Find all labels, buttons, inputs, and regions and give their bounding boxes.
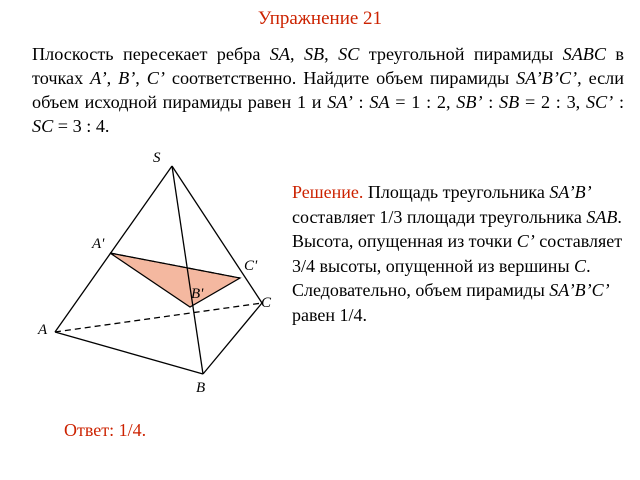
label-b: B (196, 380, 206, 396)
problem-statement: Плоскость пересекает ребра SA, SB, SC треугольной пирамиды SABC в точках A’, B’, C’ соответственно. Найдите объем пирамиды SA’B’C’, если объем исходной пирамиды равен 1 и SA’ : SA = 1 : 2, SB’ : SB = 2 : 3, SC’ : SC = 3 : 4. (32, 44, 625, 136)
solution-text: Решение. Площадь треугольника SA’B’ составляет 1/3 площади треугольника SAB. Высота, опущенная из точки C’ составляет 3/4 высоты, опущенной из вершины C. Следовательно, объем пирамиды SA’B’C’ равен 1/4. (292, 182, 623, 325)
answer-text: Ответ: 1/4. (64, 420, 147, 440)
edge-bc (203, 303, 262, 374)
edge-ab (55, 332, 203, 374)
edge-ac-hidden (55, 303, 262, 332)
label-c1: C' (244, 258, 258, 274)
label-a: A (38, 322, 48, 338)
edge-sa (55, 166, 172, 332)
label-b1: B' (191, 286, 204, 302)
pyramid-figure (30, 142, 280, 402)
label-s: S (153, 150, 161, 166)
exercise-title: Упражнение 21 (257, 8, 383, 29)
label-a1: A' (92, 236, 105, 252)
label-c: C (261, 295, 272, 311)
section-triangle (110, 253, 240, 307)
